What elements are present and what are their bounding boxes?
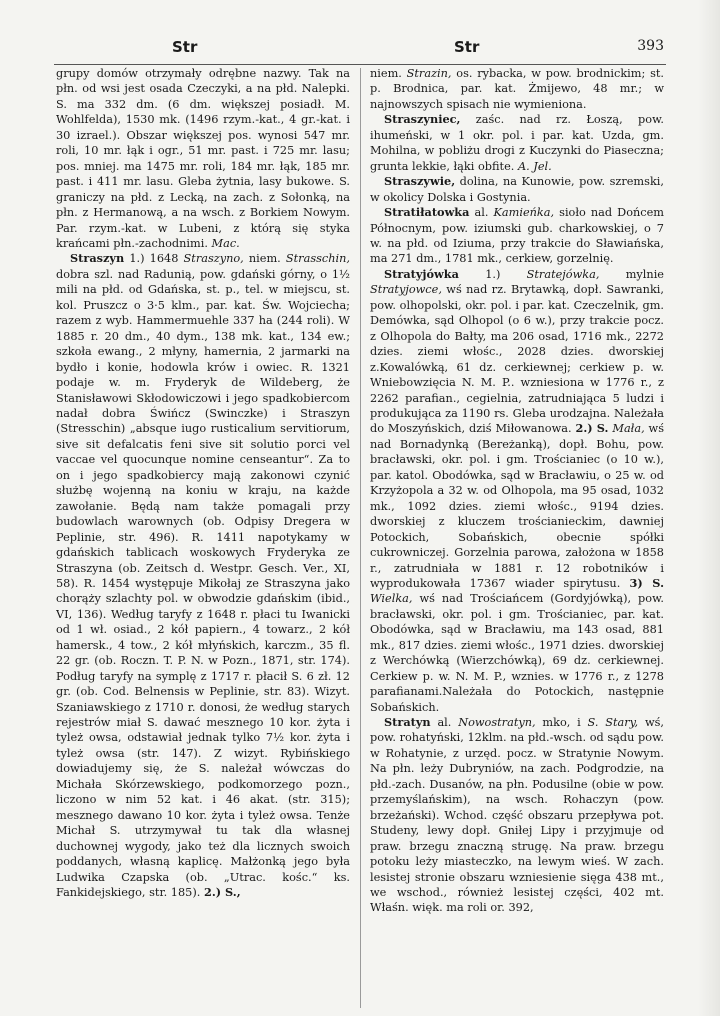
dictionary-entry bbox=[370, 715, 664, 916]
entry-text: mko, i bbox=[535, 716, 588, 730]
entry-text: wś nad rz. Brytawką, dopł. Sawranki, pow. olhopolski, okr. pol. i par. kat. Czeczelnik, gm. Demówka, sąd Olhopol (o 6 w.), przy trakcie pocz. z Olhopola do Bałty, ma 206 osad, 1716 mk., 2272 dzies. ziemi włośc., 2028 dzies. dworskiej z.Kowalówką, 61 dz. cerkiewnej; cerkiew p. w. Wniebowzięcia N. M. P.. wzniesiona w 1776 r., z 2262 parafian., cegielnia, zatrudniająca 5 ludzi i produkująca za 1190 rs. Gleba urodzajna. Należała do Moszyńskich, dziś Miłowanowa. bbox=[370, 283, 664, 436]
italic-text: S. Stary, bbox=[587, 716, 639, 730]
dictionary-entry bbox=[56, 251, 350, 900]
dictionary-entry bbox=[370, 205, 664, 267]
headword: 2.) S. bbox=[575, 421, 609, 436]
entry-text: dobra szl. nad Radunią, pow. gdański górny, o 1½ mili na płd. od Gdańska, st. p., tel. w miejscu, st. kol. Pruszcz o 3·5 klm., par. kat. Św. Wojciecha; razem z wyb. Hammermuehle 337 ha (244 roli). W 1885 r. 20 dm., 40 dym., 138 mk. kat., 134 ew.; szkoła ewang., 2 młyny, hamernia, 2 jarmarki na bydło i konie, hodowla krów i owiec. R. 1321 podaje w. m. Fryderyk de Wildeberg, że Stanisławowi Skłodowiczowi i jego spadkobiercom nadał dobra Świńcz (Swinczke) i Straszyn (Stresschin) „absque iugo rusticalium servitiorum, sive sit defalcatis feni sive sit solutio porci vel vaccae vel quocunque nomine censeantur“. Za to on i jego spadkobiercy mają zakonowi czynić służbę wojenną na koniu w kraju, na każde zawołanie. Będą nam także pomagali przy budowlach warownych (ob. Odpisy Dregera w Peplinie, str. 496). R. 1411 napotykamy w gdańskich tablicach woskowych Fryderyka ze Straszyna (ob. Zeitsch d. Westpr. Gesch. Ver., XI, 58). R. 1454 występuje Mikołaj ze Straszyna jako chorąży szlachty pol. w obwodzie gdańskim (ibid., VI, 136). Według taryfy z 1648 r. płaci tu Iwanicki od 1 wł. osiad., 2 kół papiern., 4 towarz., 2 kół hamersk., 4 tow., 2 kół młyńskich, karczm., 35 fl. 22 gr. (ob. Roczn. T. P. N. w Pozn., 1871, str. 174). Podług taryfy na symplę z 1717 r. płacił S. 6 zł. 12 gr. (ob. Cod. Belnensis w Peplinie, str. 83). Wizyt. Szaniawskiego z 1710 r. donosi, że według starych rejestrów miał S. dawać mesznego 10 kor. żyta i tyleż owsa, odstawiał jednak tylko 7½ kor. żyta i tyleż owsa (str. 147). Z wizyt. Rybińskiego dowiadujemy się, że S. należał wówczas do Michała Skórzewskiego, podkomorzego pozn., liczono w nim 52 kat. i 46 akat. (str. 315); mesznego dawano 10 kor. żyta i tyleż owsa. Tenże Michał S. utrzymywał tu tak dla własnej duchownej wygody, jako też dla licznych swoich poddanych, własną kaplicę. Małżonką jego była Ludwika Czapska (ob. „Utrac. kośc.“ ks. Fankidejskiego, str. 185). bbox=[56, 267, 350, 900]
page-number: 393 bbox=[637, 38, 664, 54]
entry-text: wś, pow. rohatyński, 12klm. na płd.-wsch. od sądu pow. w Rohatynie, z urzęd. pocz. w Stratynie Nowym. Na płn. leży Dubryniów, na zach. Podgrodzie, na płd.-zach. Dusanów, na płn. Podusilne (obie w pow. przemyślańskim), na wsch. Rohaczyn (pow. brzeżański). Wchod. część obszaru przepływa pot. Studeny, lewy dopł. Gniłej Lipy i przyjmuje od praw. brzegu znaczną strugę. Na praw. brzegu potoku leży miasteczko, na lewym wieś. W zach. lesistej stronie obszaru wzniesienie sięga 438 mt., we wschod., również lesistej części, 402 mt. Właśn. więk. ma roli or. 392, bbox=[370, 716, 664, 915]
entry-text: mylnie bbox=[599, 267, 664, 281]
italic-text: Mac. bbox=[211, 236, 240, 250]
italic-text: Stratyjowce, bbox=[370, 283, 442, 297]
italic-text: A. Jel. bbox=[517, 159, 552, 173]
entry-text: os. rybacka, w pow. brodnickim; st. p. Brodnica, par. kat. Żmijewo, 48 mr.; w najnowszych spisach nie wymieniona. bbox=[370, 67, 664, 111]
entry-text: wś nad Bornadynką (Bereżanką), dopł. Bohu, pow. bracławski, okr. pol. i gm. Trościaniec (o 10 w.), par. katol. Obodówka, sąd w Bracławiu, o 25 w. od Krzyżopola a 32 w. od Olhopola, ma 95 osad, 1032 mk., 1092 dzies. ziemi włośc., 9194 dzies. dworskiej z kluczem trościanieckim, dawniej Potockich, Sobańskich, obecnie spółki cukrowniczej. Gorzelnia parowa, założona w 1858 r., zatrudniała w 1881 r. 12 robotników i wyprodukowała 17367 wiader spirytusu. bbox=[370, 422, 664, 590]
headword: Straszyniec, bbox=[384, 112, 461, 127]
headword: Stratiłatowka bbox=[384, 205, 470, 220]
entry-continuation bbox=[56, 66, 350, 251]
italic-text: Strazin, bbox=[406, 67, 452, 80]
headword: Stratyn bbox=[384, 715, 431, 730]
italic-text: Straszyno, bbox=[183, 252, 244, 266]
header-rule bbox=[54, 64, 666, 65]
page-header bbox=[60, 38, 664, 60]
entry-text: grupy domów otrzymały odrębne nazwy. Tak na płn. od wsi jest osada Czeczyki, a na płd. Nalepki. S. ma 332 dm. (6 dm. większej posiadł. M. Wohlfelda), 1530 mk. (1496 rzym.-kat., 4 gr.-kat. i 30 izrael.). Obszar większej pos. wynosi 547 mr. roli, 10 mr. łąk i ogr., 51 mr. past. i 725 mr. lasu; pos. mniej. ma 1475 mr. roli, 184 mr. łąk, 185 mr. past. i 411 mr. lasu. Gleba żytnia, lasy bukowe. S. graniczy na płd. z Lecką, na zach. z Sołonką, na płn. z Hermanową, a na wsch. z Borkiem Nowym. Par. rzym.-kat. w Lubeni, z którą się styka krańcami płn.-zachodnimi. bbox=[56, 67, 350, 250]
running-head-left: Str bbox=[172, 38, 198, 56]
entry-text: sioło nad Dońcem Północnym, pow. iziumski gub. charkowskiej, o 7 w. na płd. od Iziuma, przy trakcie do Sławiańska, ma 271 dm., 1781 mk., cerkiew, gorzelnię. bbox=[370, 206, 664, 266]
entry-text: al. bbox=[430, 716, 459, 730]
left-column bbox=[56, 66, 350, 1010]
headword: 3) S. bbox=[629, 575, 664, 590]
headword: 2.) S., bbox=[203, 885, 241, 900]
page-edge-shadow bbox=[698, 0, 720, 1016]
headword: Stratyjówka bbox=[384, 266, 459, 281]
entry-text: 1.) 1648 bbox=[124, 252, 184, 266]
italic-text: Wielka, bbox=[370, 592, 413, 606]
entry-text: al. bbox=[469, 206, 494, 220]
entry-text: dolina, na Kunowie, pow. szremski, w okolicy Dolska i Gostynia. bbox=[370, 175, 664, 204]
dictionary-entry bbox=[370, 174, 664, 205]
entry-text: 1.) bbox=[458, 267, 527, 281]
italic-text: Nowostratyn, bbox=[458, 716, 536, 730]
entry-text: wś nad Trościańcem (Gordyjówką), pow. bracławski, okr. pol. i gm. Trościaniec, par. kat. Obodówka, sąd w Bracławiu, ma 143 osad, 881 mk., 817 dzies. ziemi włośc., 1971 dzies. dworskiej z Werchówką (Wierzchówką), 69 dz. cerkiewnej. Cerkiew p. w. N. M. P., wznies. w 1776 r., z 1278 parafianami.Należała do Potockich, następnie Sobańskich. bbox=[370, 592, 664, 714]
italic-text: Mała, bbox=[612, 422, 645, 436]
italic-text: Stratejówka, bbox=[526, 267, 600, 281]
italic-text: Kamieńka, bbox=[493, 206, 555, 220]
entry-text: zaśc. nad rz. Łoszą, pow. ihumeński, w 1 okr. pol. i par. kat. Uzda, gm. Mohilna, w pobliżu drogi z Kuczynki do Piaseczna; grunta lekkie, łąki obfite. bbox=[370, 113, 664, 173]
italic-text: Strasschin, bbox=[285, 252, 350, 266]
running-head-middle: Str bbox=[454, 38, 480, 56]
headword: Straszywie, bbox=[384, 174, 456, 189]
entry-text: niem. bbox=[243, 252, 286, 266]
dictionary-entry bbox=[370, 267, 664, 715]
dictionary-entry bbox=[370, 112, 664, 174]
entry-text: niem. bbox=[370, 67, 407, 80]
entry-continuation bbox=[370, 66, 664, 112]
right-column bbox=[370, 66, 664, 1010]
column-separator bbox=[360, 68, 361, 1008]
headword: Straszyn bbox=[70, 251, 125, 266]
